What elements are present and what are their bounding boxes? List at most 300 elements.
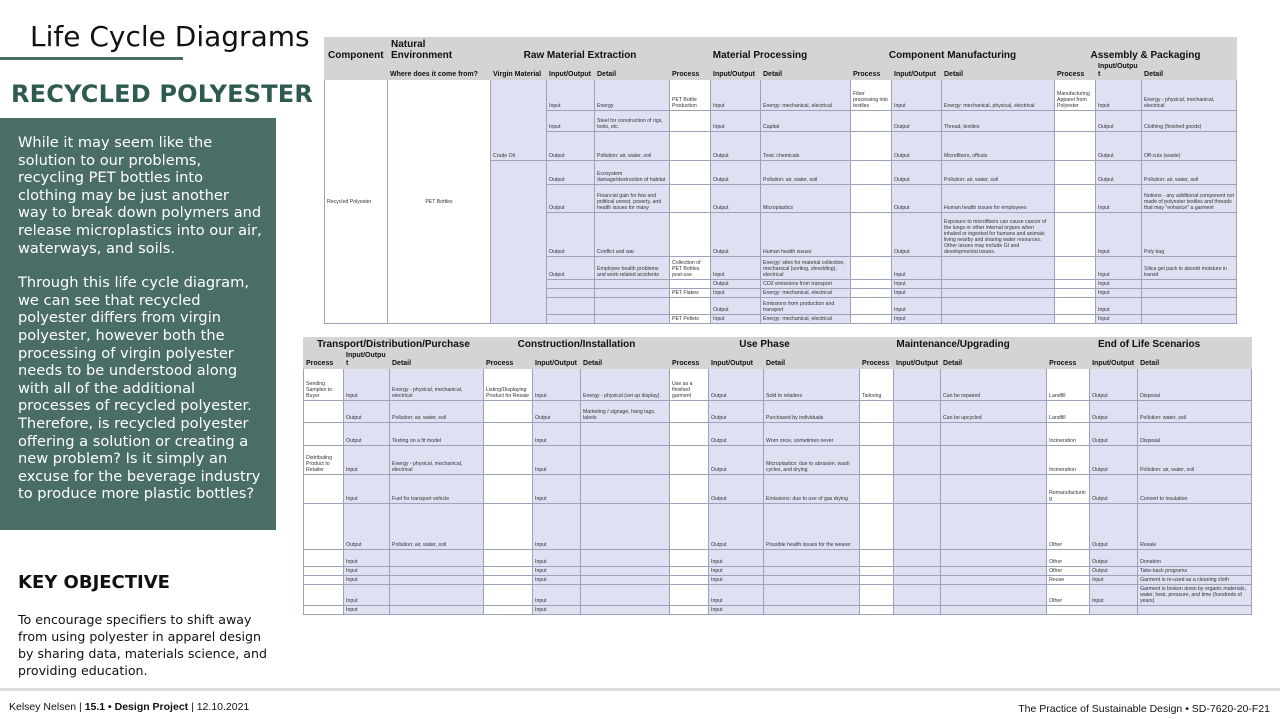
table-cell <box>851 280 892 289</box>
table-cell <box>764 567 860 576</box>
table-cell: Input <box>533 576 581 585</box>
table-cell <box>860 446 894 475</box>
table-cell <box>942 315 1055 324</box>
column-header: Process <box>670 63 711 80</box>
table-cell: Output <box>892 161 942 185</box>
table-cell: Output <box>1090 504 1138 550</box>
table-cell: Financial gain for few and political unrest, poverty, and health issues for many <box>595 185 670 213</box>
table-cell <box>484 606 533 615</box>
table-cell <box>670 401 709 423</box>
table-cell <box>894 550 941 567</box>
table-cell: Input <box>547 80 595 111</box>
table-cell: Output <box>344 423 390 446</box>
table-cell <box>484 585 533 606</box>
table-cell: Output <box>892 111 942 132</box>
stage-heading: Material Processing <box>670 38 851 63</box>
table-cell: Silica gel pack to absorb moisture in transit <box>1142 257 1237 280</box>
table-cell <box>851 289 892 298</box>
column-header: Detail <box>1138 352 1252 369</box>
table-cell <box>484 504 533 550</box>
table-cell <box>304 504 344 550</box>
table-cell <box>894 423 941 446</box>
column-header: Input/Output <box>709 352 764 369</box>
table-cell: Output <box>711 298 761 315</box>
column-header: Detail <box>764 352 860 369</box>
table-cell <box>547 298 595 315</box>
table-cell: Input <box>1096 315 1142 324</box>
table-cell <box>764 585 860 606</box>
table-cell: CO2 emissions from transport <box>761 280 851 289</box>
table-cell: Input <box>1096 80 1142 111</box>
table-cell: Input <box>533 567 581 576</box>
table-cell <box>764 550 860 567</box>
table-cell: Sold to retailers <box>764 369 860 401</box>
table-cell: Pollution: air, water, soil <box>1142 161 1237 185</box>
table-cell: Microfibers, offcuts <box>942 132 1055 161</box>
table-cell: Output <box>709 401 764 423</box>
table-cell: Output <box>892 185 942 213</box>
column-header: Detail <box>1142 63 1237 80</box>
table-cell: Input <box>711 315 761 324</box>
table-cell: Input <box>533 475 581 504</box>
table-cell <box>860 504 894 550</box>
table-cell <box>894 401 941 423</box>
table-cell: Output <box>1090 475 1138 504</box>
table-cell <box>942 298 1055 315</box>
table-cell: Input <box>1090 585 1138 606</box>
virgin-material-cell: Crude Oil <box>491 80 547 161</box>
table-cell: Input <box>344 567 390 576</box>
table-cell: Input <box>533 606 581 615</box>
table-cell <box>941 550 1047 567</box>
table-cell: Other <box>1047 567 1090 576</box>
table-cell: Output <box>709 446 764 475</box>
table-cell <box>1142 298 1237 315</box>
table-cell: Output <box>709 423 764 446</box>
title-underline <box>0 57 183 60</box>
table-cell: Steel for construction of rigs, tools, etc. <box>595 111 670 132</box>
table-cell <box>941 446 1047 475</box>
table-cell <box>942 289 1055 298</box>
table-cell: Input <box>711 111 761 132</box>
table-cell: Output <box>711 213 761 257</box>
table-cell: Output <box>547 185 595 213</box>
column-header: Input/Output <box>894 352 941 369</box>
table-cell: Input <box>892 315 942 324</box>
table-cell: Output <box>1090 369 1138 401</box>
table-cell: Output <box>1096 111 1142 132</box>
table-cell: Input <box>1096 280 1142 289</box>
table-cell <box>941 504 1047 550</box>
table-cell: Output <box>344 504 390 550</box>
table-cell <box>860 606 894 615</box>
table-cell <box>547 280 595 289</box>
table-cell <box>670 213 711 257</box>
table-cell <box>390 585 484 606</box>
table-cell <box>581 504 670 550</box>
table-cell: Other <box>1047 504 1090 550</box>
life-cycle-table-downstream <box>303 337 1252 615</box>
table-cell <box>894 606 941 615</box>
table-cell: Capital <box>761 111 851 132</box>
table-cell: Output <box>547 257 595 280</box>
table-cell: Output <box>711 185 761 213</box>
table-cell <box>851 161 892 185</box>
table-cell <box>304 401 344 423</box>
table-cell <box>581 567 670 576</box>
table-cell: Other <box>1047 550 1090 567</box>
table-cell <box>670 606 709 615</box>
table-cell: Fuel for transport vehicle <box>390 475 484 504</box>
description-paragraph-2: Through this life cycle diagram, we can see that recycled polyester differs from virgin polyester, however both the processing of virgin polyester needs to be understood along with all of the additional processes of recycled polyester. Therefore, is recycled polyester offering a solution or creating a new problem? Is it simply an excuse for the beverage industry to produce more plastic bottles? <box>18 274 261 503</box>
table-cell <box>1055 213 1096 257</box>
footer-course: The Practice of Sustainable Design • SD-7620-20-F21 <box>1018 703 1270 715</box>
column-header: Detail <box>761 63 851 80</box>
table-cell: Pollution: air, water, soil <box>390 504 484 550</box>
table-cell <box>304 475 344 504</box>
table-cell: Energy - physical, mechanical, electrical <box>390 369 484 401</box>
table-cell <box>670 576 709 585</box>
table-cell <box>670 280 711 289</box>
column-header: Input/Output <box>1090 352 1138 369</box>
footer-project: 15.1 • Design Project <box>84 701 189 713</box>
table-cell: Listing/Displaying Product for Resale <box>484 369 533 401</box>
table-cell <box>304 423 344 446</box>
stage-heading: Maintenance/Upgrading <box>860 338 1047 352</box>
table-cell <box>860 550 894 567</box>
table-cell: Pollution: air, water, soil <box>595 132 670 161</box>
table-cell: Input <box>709 550 764 567</box>
table-cell: Remanufacturing <box>1047 475 1090 504</box>
table-cell: Input <box>709 585 764 606</box>
table-cell <box>484 475 533 504</box>
table-cell <box>1142 280 1237 289</box>
table-cell <box>304 567 344 576</box>
table-cell <box>670 550 709 567</box>
table-cell <box>670 132 711 161</box>
column-header: Input/Output <box>892 63 942 80</box>
table-cell: Output <box>711 132 761 161</box>
table-cell <box>860 576 894 585</box>
table-cell: Output <box>711 280 761 289</box>
table-cell: Use as a finished garment <box>670 369 709 401</box>
column-header: Input/Output <box>344 352 390 369</box>
table-cell <box>484 446 533 475</box>
table-cell <box>484 567 533 576</box>
table-cell: Microplastics: due to abrasion, wash cycles, and drying <box>764 446 860 475</box>
table-cell: Energy: mechanical, physical, electrical <box>942 80 1055 111</box>
table-cell: Input <box>709 576 764 585</box>
table-cell: Input <box>1096 298 1142 315</box>
table-cell: PET Pellets <box>670 315 711 324</box>
table-cell: Emissions: due to use of gas drying <box>764 475 860 504</box>
table-cell: Output <box>1090 401 1138 423</box>
table-cell: Toxic chemicals <box>761 132 851 161</box>
table-cell <box>670 423 709 446</box>
table-cell <box>1055 111 1096 132</box>
footer-date: | 12.10.2021 <box>188 701 250 713</box>
table-cell: Input <box>344 475 390 504</box>
footer-credit <box>9 701 249 713</box>
table-cell <box>1142 315 1237 324</box>
table-cell: Output <box>1096 161 1142 185</box>
table-cell <box>581 550 670 567</box>
table-cell <box>894 567 941 576</box>
table-cell: Output <box>344 401 390 423</box>
table-cell: Manufacturing Apparel from Polyester <box>1055 80 1096 111</box>
column-header: Input/Output <box>533 352 581 369</box>
table-cell: Incineration <box>1047 423 1090 446</box>
table-cell: Input <box>547 111 595 132</box>
table-cell: Landfill <box>1047 369 1090 401</box>
table-cell <box>851 111 892 132</box>
source-cell: PET Bottles <box>388 80 491 324</box>
table-cell: Disposal <box>1138 423 1252 446</box>
table-cell <box>860 423 894 446</box>
table-cell: Input <box>1096 213 1142 257</box>
table-cell: Output <box>1090 567 1138 576</box>
table-cell: Thread, textiles <box>942 111 1055 132</box>
stage-heading: End of Life Scenarios <box>1047 338 1252 352</box>
table-cell: Purchased by individuals <box>764 401 860 423</box>
table-cell <box>595 315 670 324</box>
table-cell <box>1055 280 1096 289</box>
column-header: Input/Output <box>547 63 595 80</box>
table-cell: Input <box>711 257 761 280</box>
table-cell: Microplastics <box>761 185 851 213</box>
column-header: Process <box>851 63 892 80</box>
table-cell <box>1055 315 1096 324</box>
table-cell: Marketing / signage, hang tags, labels <box>581 401 670 423</box>
column-header: Process <box>1047 352 1090 369</box>
table-cell <box>941 475 1047 504</box>
table-cell: PET Bottle Production <box>670 80 711 111</box>
table-cell: Fiber processing into textiles <box>851 80 892 111</box>
table-cell <box>860 567 894 576</box>
table-cell: Worn once, sometimes never <box>764 423 860 446</box>
column-header: Detail <box>581 352 670 369</box>
table-cell <box>304 606 344 615</box>
table-cell: Convert to insulation <box>1138 475 1252 504</box>
table-cell: Tailoring <box>860 369 894 401</box>
table-cell: Ecosystem damage/destruction of habitat <box>595 161 670 185</box>
table-cell <box>1138 606 1252 615</box>
table-cell <box>941 423 1047 446</box>
table-cell: Input <box>1096 289 1142 298</box>
column-header: Detail <box>390 352 484 369</box>
description-panel <box>0 118 276 530</box>
table-cell <box>547 315 595 324</box>
virgin-material-cell <box>491 161 547 324</box>
table-cell <box>894 576 941 585</box>
table-cell <box>1055 161 1096 185</box>
table-cell <box>670 475 709 504</box>
stage-heading: Construction/Installation <box>484 338 670 352</box>
table-cell: Energy <box>595 80 670 111</box>
table-cell: Input <box>892 280 942 289</box>
stage-heading: Raw Material Extraction <box>491 38 670 63</box>
column-header: Virgin Material <box>491 63 547 80</box>
table-cell <box>390 606 484 615</box>
table-cell: PET Flakes <box>670 289 711 298</box>
table-cell: Energy: mechanical, electrical <box>761 289 851 298</box>
table-cell: Sending Samples to Buyer <box>304 369 344 401</box>
table-cell <box>942 257 1055 280</box>
table-cell <box>1047 606 1090 615</box>
table-cell: Input <box>344 585 390 606</box>
table-cell: Output <box>1090 446 1138 475</box>
table-cell: Garment is re-used as a cleaning cloth <box>1138 576 1252 585</box>
table-cell: Output <box>547 132 595 161</box>
footer-divider <box>0 688 1280 691</box>
table-cell: Landfill <box>1047 401 1090 423</box>
stage-heading: Assembly & Packaging <box>1055 38 1237 63</box>
table-cell <box>851 298 892 315</box>
stage-heading: Component Manufacturing <box>851 38 1055 63</box>
column-header: Process <box>860 352 894 369</box>
table-cell <box>894 585 941 606</box>
table-cell <box>1142 289 1237 298</box>
footer-author: Kelsey Nelsen | <box>9 701 85 713</box>
table-cell: Energy - physical (set up display) <box>581 369 670 401</box>
table-cell <box>670 585 709 606</box>
table-cell: Energy - physical, mechanical, electrical <box>390 446 484 475</box>
table-cell <box>1055 185 1096 213</box>
table-cell: Input <box>533 585 581 606</box>
table-cell <box>851 185 892 213</box>
table-cell <box>894 475 941 504</box>
table-cell: Pollution: air, water, soil <box>942 161 1055 185</box>
table-cell: Input <box>892 298 942 315</box>
table-cell: Incineration <box>1047 446 1090 475</box>
column-header: Where does it come from? <box>388 63 491 80</box>
table-cell <box>1055 298 1096 315</box>
table-cell <box>941 606 1047 615</box>
table-cell <box>670 298 711 315</box>
table-cell <box>894 369 941 401</box>
table-cell <box>670 185 711 213</box>
column-header: Input/Output <box>711 63 761 80</box>
column-header: Detail <box>941 352 1047 369</box>
table-cell: Input <box>344 446 390 475</box>
stage-heading: Component <box>325 38 388 63</box>
table-cell: Input <box>1096 185 1142 213</box>
table-cell: Emissions from production and transport <box>761 298 851 315</box>
table-cell <box>851 132 892 161</box>
table-cell: Output <box>533 401 581 423</box>
table-cell <box>894 446 941 475</box>
table-cell: Possible health issues for the wearer <box>764 504 860 550</box>
life-cycle-table-upstream <box>324 37 1237 324</box>
objective-text: To encourage specifiers to shift away from using polyester in apparel design by sharing data, materials science, and providing education. <box>18 612 267 678</box>
stage-heading: Natural Environment <box>388 38 491 63</box>
table-cell: Disposal <box>1138 369 1252 401</box>
table-cell: Pollution: air, water, soil <box>390 401 484 423</box>
table-cell: Input <box>711 289 761 298</box>
table-cell: Input <box>344 550 390 567</box>
table-cell: Input <box>533 446 581 475</box>
table-cell: Donation <box>1138 550 1252 567</box>
table-cell: Energy - physical, mechanical, electrical <box>1142 80 1237 111</box>
column-header: Input/Output <box>1096 63 1142 80</box>
table-cell <box>581 475 670 504</box>
objective-heading: KEY OBJECTIVE <box>18 572 170 593</box>
table-cell <box>304 550 344 567</box>
table-cell: Input <box>533 504 581 550</box>
table-cell: Distributing Product to Retailer <box>304 446 344 475</box>
table-cell: Output <box>709 475 764 504</box>
table-cell: Input <box>1090 576 1138 585</box>
slide-subtitle: RECYCLED POLYESTER <box>11 80 314 108</box>
table-cell <box>390 550 484 567</box>
stage-heading: Use Phase <box>670 338 860 352</box>
stage-heading: Transport/Distribution/Purchase <box>304 338 484 352</box>
table-cell: Human health issues for employees <box>942 185 1055 213</box>
table-cell <box>304 585 344 606</box>
table-cell: Input <box>892 80 942 111</box>
table-cell <box>581 585 670 606</box>
table-cell <box>390 576 484 585</box>
table-cell: Input <box>533 550 581 567</box>
table-cell: Exposure to microfibers can cause cancer of the lungs or other internal organs when inhaled or ingested for humans and animals living nearby and sharing water resources. Other issues may include GI and developmental issues. <box>942 213 1055 257</box>
table-cell: Poly bag <box>1142 213 1237 257</box>
column-header <box>325 63 388 80</box>
table-cell: Off-cuts (waste) <box>1142 132 1237 161</box>
table-cell: Pollution: water, soil <box>1138 401 1252 423</box>
table-cell <box>304 576 344 585</box>
table-cell <box>1055 257 1096 280</box>
table-cell <box>894 504 941 550</box>
table-cell <box>670 446 709 475</box>
table-cell: Output <box>709 369 764 401</box>
table-cell: Testing on a fit model <box>390 423 484 446</box>
table-cell: Notions - any additional component not made of polyester textiles and threads that may "enhance" a garment <box>1142 185 1237 213</box>
column-header: Detail <box>942 63 1055 80</box>
table-cell <box>581 423 670 446</box>
table-cell <box>484 576 533 585</box>
table-cell <box>941 585 1047 606</box>
table-cell: Energy: mechanical, electrical <box>761 315 851 324</box>
table-cell <box>1090 606 1138 615</box>
table-cell <box>851 213 892 257</box>
table-cell: Output <box>1090 423 1138 446</box>
table-cell <box>670 504 709 550</box>
table-cell <box>581 606 670 615</box>
column-header: Process <box>484 352 533 369</box>
table-cell: Reuse <box>1047 576 1090 585</box>
table-cell: Pollution: air, water, soil <box>1138 446 1252 475</box>
table-cell <box>764 576 860 585</box>
table-cell: Other <box>1047 585 1090 606</box>
table-cell: Input <box>892 257 942 280</box>
table-cell <box>860 475 894 504</box>
table-cell <box>942 280 1055 289</box>
table-cell: Pollution: air, water, soil <box>761 161 851 185</box>
table-cell: Output <box>1090 550 1138 567</box>
table-cell: Input <box>709 606 764 615</box>
table-cell: Can be upcycled <box>941 401 1047 423</box>
table-cell <box>595 289 670 298</box>
table-cell <box>764 606 860 615</box>
table-cell: Input <box>344 369 390 401</box>
table-cell: Collection of PET Bottles post-use <box>670 257 711 280</box>
table-cell <box>484 401 533 423</box>
table-cell: Output <box>892 213 942 257</box>
table-cell: Output <box>1096 132 1142 161</box>
table-cell: Garment is broken down by organic materials, water, heat, pressure, and time (hundreds of years) <box>1138 585 1252 606</box>
column-header: Process <box>670 352 709 369</box>
column-header: Process <box>304 352 344 369</box>
